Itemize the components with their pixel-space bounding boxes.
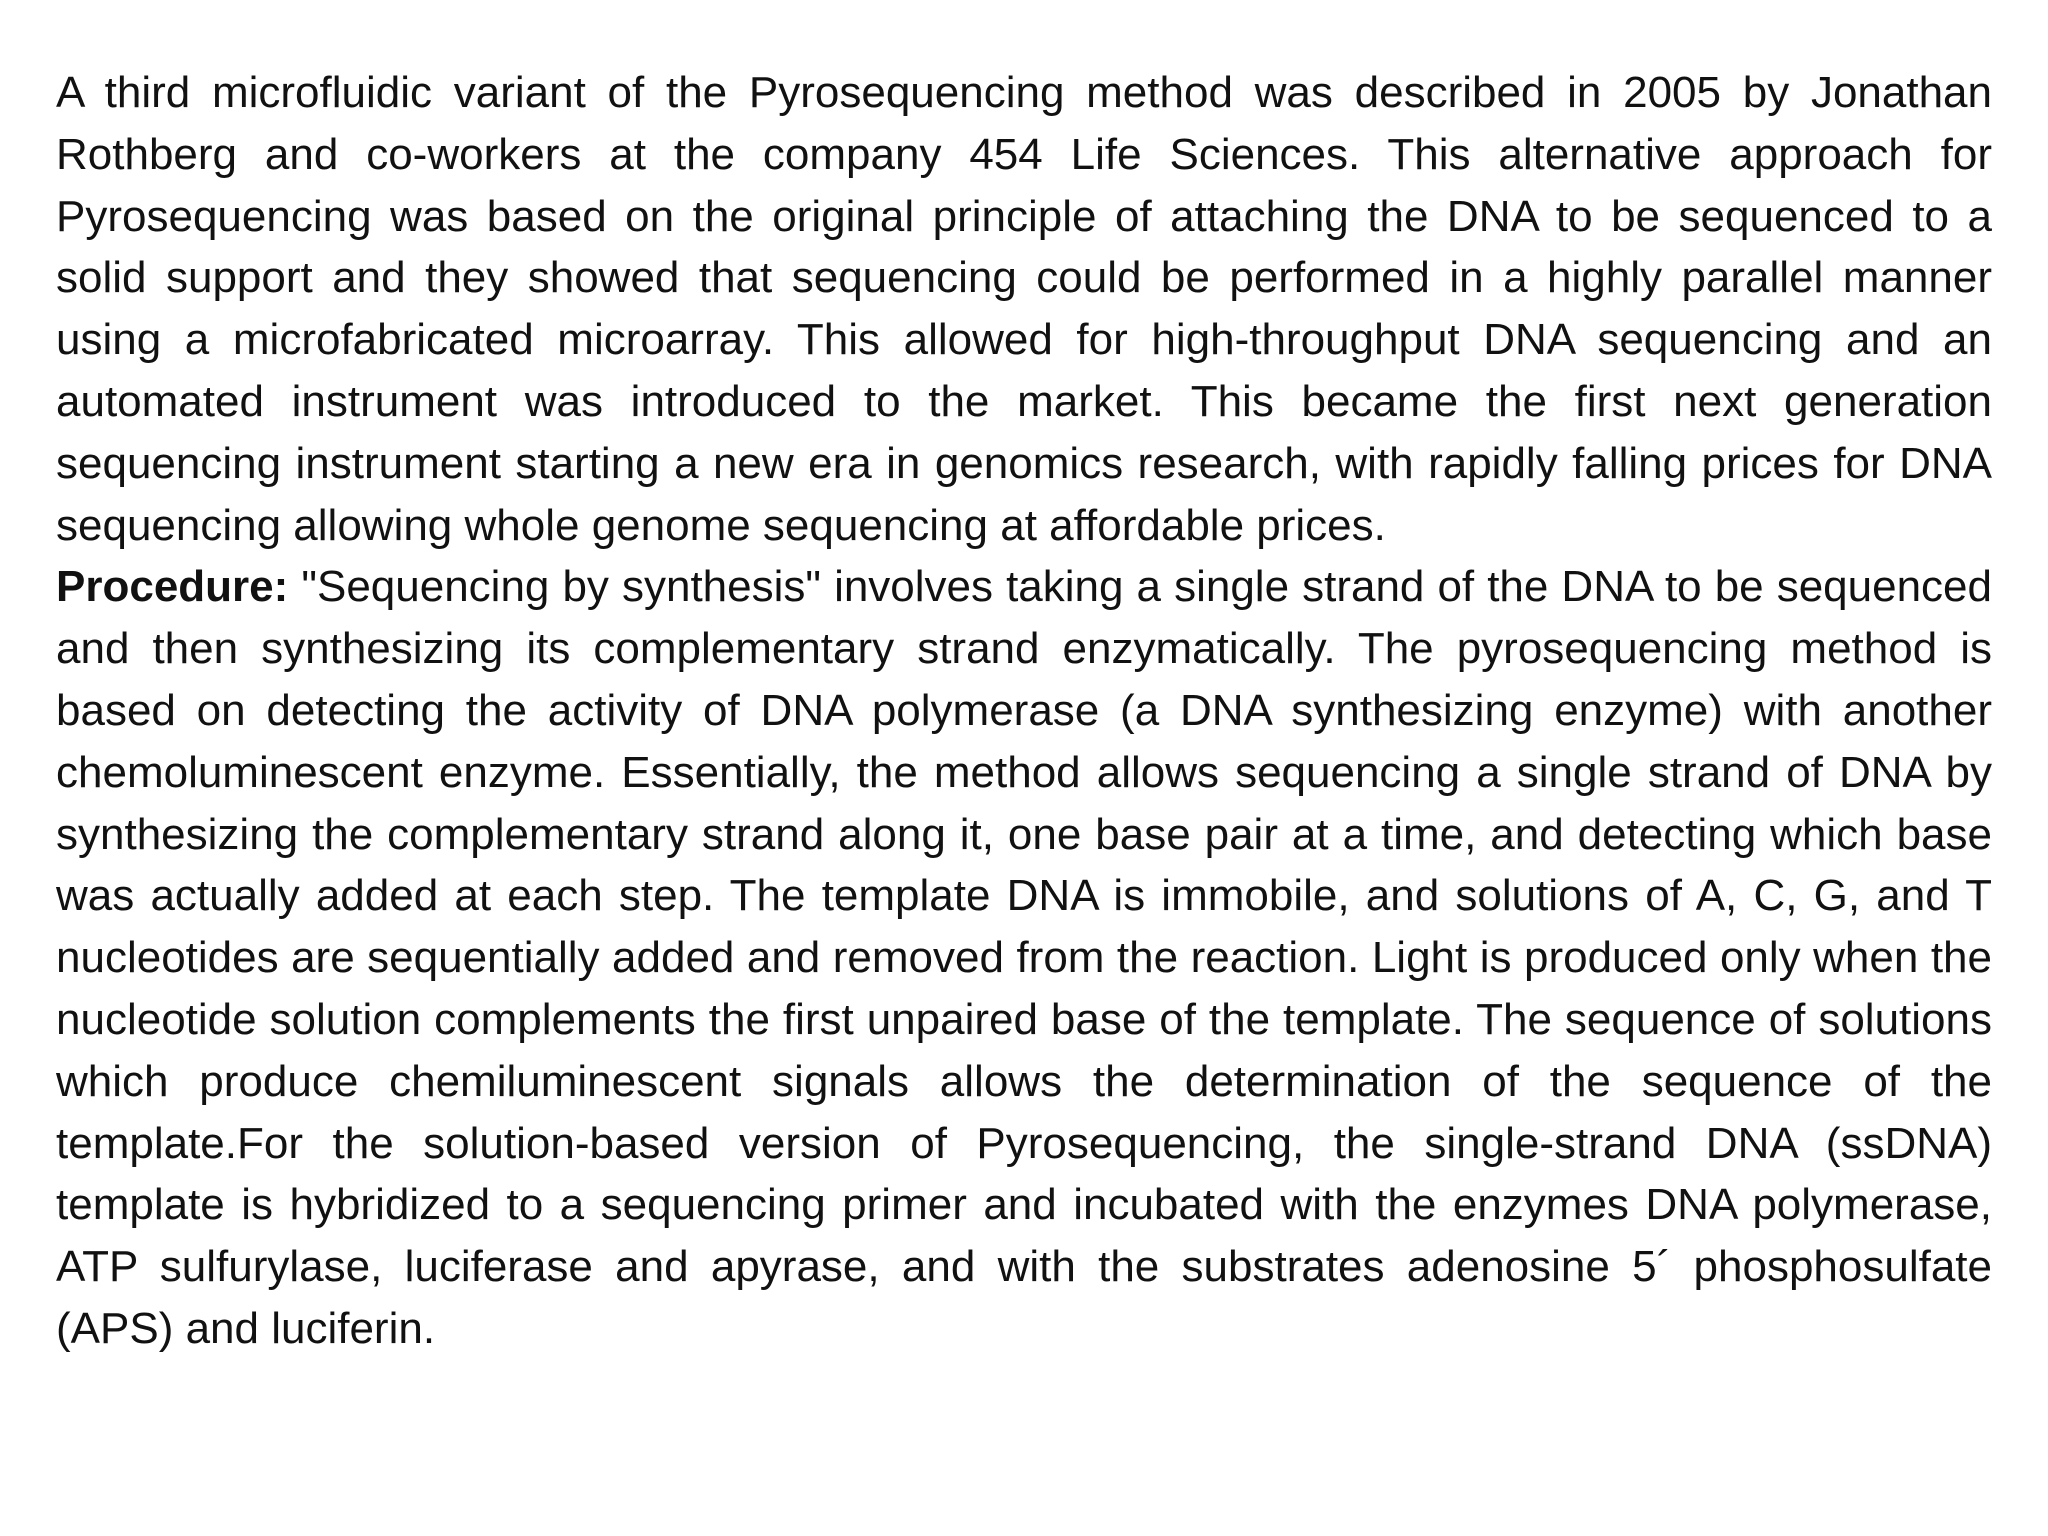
document-body <box>56 62 1992 1360</box>
procedure-text: "Sequencing by synthesis" involves taking a single strand of the DNA to be sequenced and then synthesizing its complementary strand enzymatically. The pyrosequencing method is based on detecting the activity of DNA polymerase (a DNA synthesizing enzyme) with another chemoluminescent enzyme. Essentially, the method allows sequencing a single strand of DNA by synthesizing the complementary strand along it, one base pair at a time, and detecting which base was actually added at each step. The template DNA is immobile, and solutions of A, C, G, and T nucleotides are sequentially added and removed from the reaction. Light is produced only when the nucleotide solution complements the first unpaired base of the template. The sequence of solutions which produce chemiluminescent signals allows the determination of the sequence of the template.For the solution-based version of Pyrosequencing, the single-strand DNA (ssDNA) template is hybridized to a sequencing primer and incubated with the enzymes DNA polymerase, ATP sulfurylase, luciferase and apyrase, and with the substrates adenosine 5´ phosphosulfate (APS) and luciferin. <box>56 562 1992 1353</box>
procedure-label: Procedure: <box>56 562 289 612</box>
paragraph-procedure <box>56 556 1992 1359</box>
paragraph-454-history: A third microfluidic variant of the Pyrosequencing method was described in 2005 by Jonathan Rothberg and co-workers at the company 454 Life Sciences. This alternative approach for Pyrosequencing was based on the original principle of attaching the DNA to be sequenced to a solid support and they showed that sequencing could be performed in a highly parallel manner using a microfabricated microarray. This allowed for high-throughput DNA sequencing and an automated instrument was introduced to the market. This became the first next generation sequencing instrument starting a new era in genomics research, with rapidly falling prices for DNA sequencing allowing whole genome sequencing at affordable prices. <box>56 68 1992 550</box>
